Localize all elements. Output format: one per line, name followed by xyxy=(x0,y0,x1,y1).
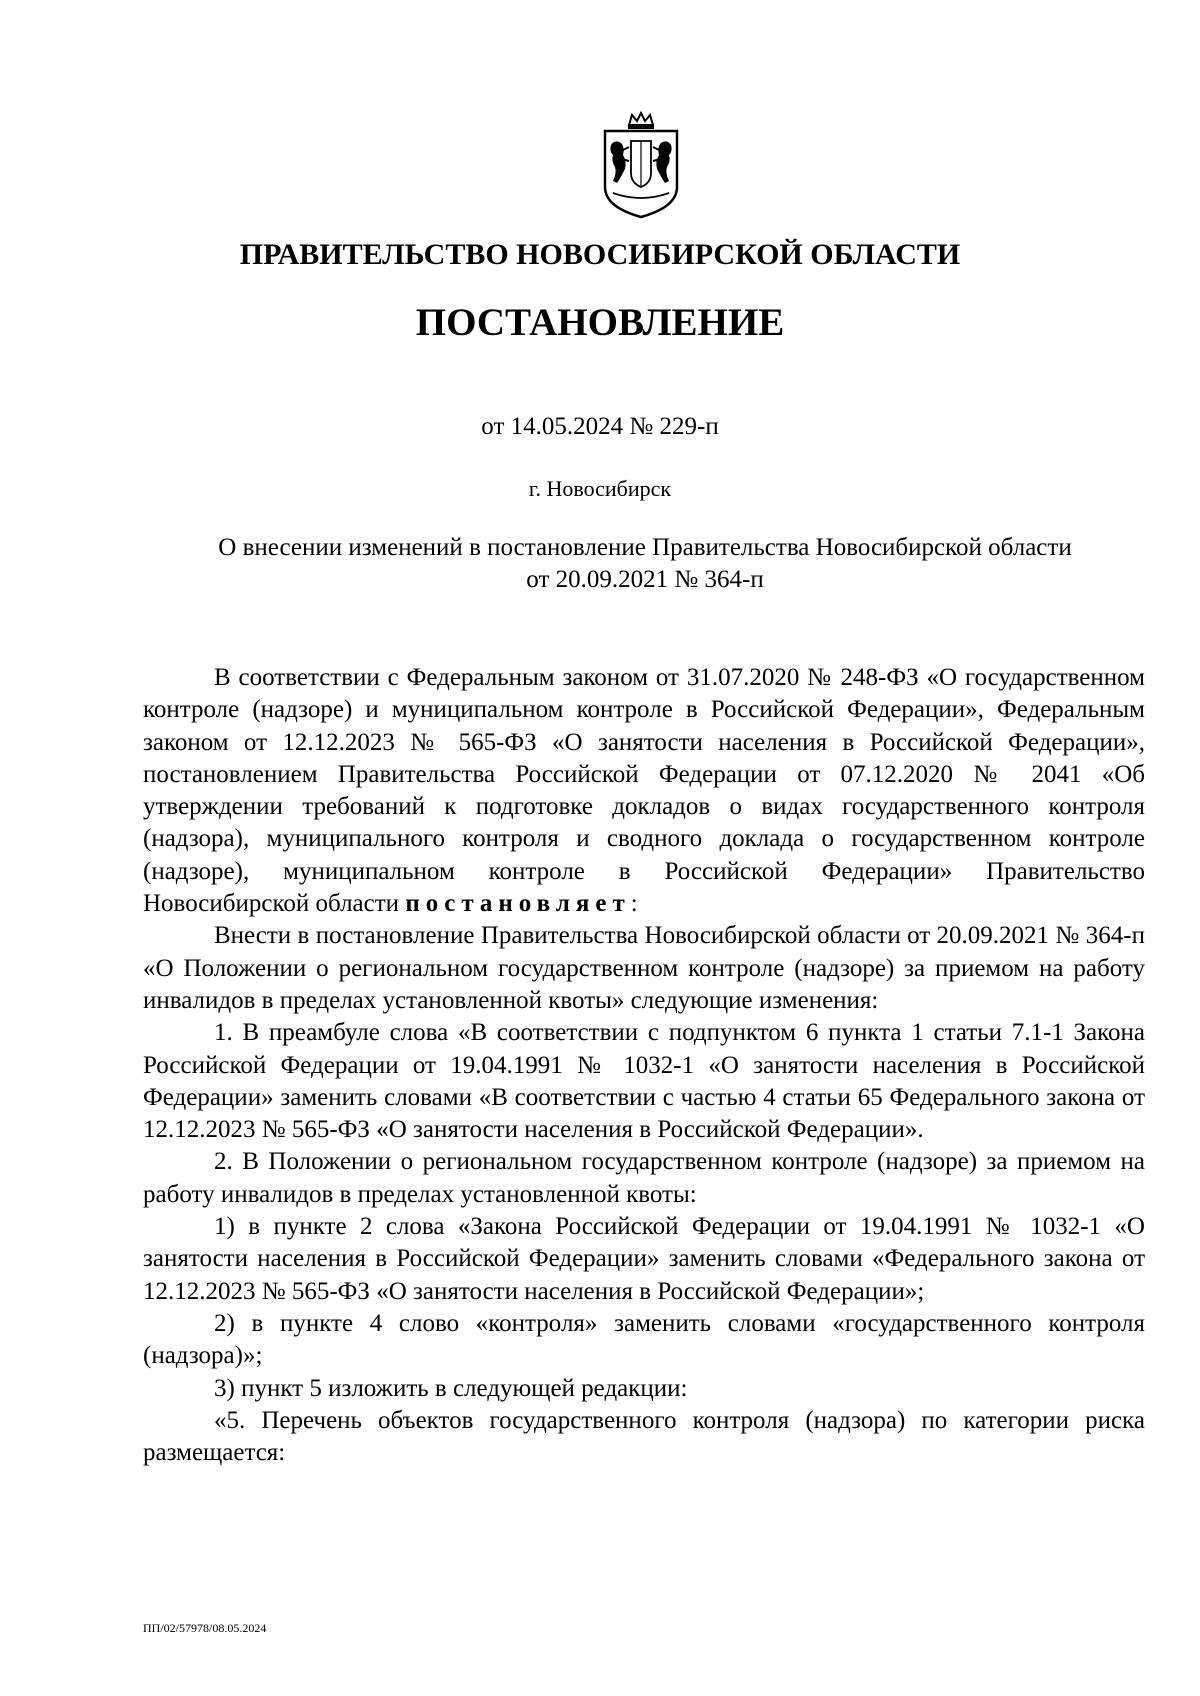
body-paragraph: 2. В Положении о региональном государственном контроле (надзоре) за приемом на работу инвалидов в пределах установленной квоты: xyxy=(143,1148,1145,1208)
body-paragraph: 1) в пункте 2 слова «Закона Российской Федерации от 19.04.1991 № 1032-1 «О занятости населения в Российской Федерации» заменить словами «Федерального закона от 12.12.2023 № 565-ФЗ «О занятости населения в Российской Федерации»; xyxy=(143,1213,1145,1305)
organization-title: ПРАВИТЕЛЬСТВО НОВОСИБИРСКОЙ ОБЛАСТИ xyxy=(239,238,961,271)
preamble-text: В соответствии с Федеральным законом от 31.07.2020 № 248-ФЗ «О государственном контроле (надзоре) и муниципальном контроле в Российской Федерации», Федеральным законом от 12.12.2023 № 565-ФЗ «О занятости населения в Российской Федерации», постановлением Правительства Российской Федерации от 07.12.2020 № 2041 «Об утверждении требований к подготовке докладов о видах государственного контроля (надзора), муниципального контроля и сводного доклада о государственном контроле (надзоре), муниципальном контроле в Российской Федерации» Правительство Новосибирской области xyxy=(143,664,1145,918)
coat-of-arms-icon xyxy=(599,111,683,219)
resolves-word: постановляет xyxy=(405,890,631,918)
document-type: ПОСТАНОВЛЕНИЕ xyxy=(415,301,785,344)
preamble-paragraph xyxy=(143,662,1145,920)
date-number: от 14.05.2024 № 229-п xyxy=(481,413,719,440)
subject-line-1: О внесении изменений в постановление Правительства Новосибирской области xyxy=(218,534,1072,561)
body-paragraph: 3) пункт 5 изложить в следующей редакции: xyxy=(214,1374,688,1402)
body-paragraph: Внести в постановление Правительства Новосибирской области от 20.09.2021 № 364-п «О Положении о региональном государственном контроле (надзоре) за приемом на работу инвалидов в пределах установленной квоты» следующие изменения: xyxy=(143,922,1145,1014)
subject-line-2: от 20.09.2021 № 364-п xyxy=(526,566,764,593)
document-body xyxy=(143,662,1145,1469)
body-paragraph: 1. В преамбуле слова «В соответствии с подпунктом 6 пункта 1 статьи 7.1-1 Закона Российской Федерации от 19.04.1991 № 1032-1 «О занятости населения в Российской Федерации» заменить словами «В соответствии с частью 4 статьи 65 Федерального закона от 12.12.2023 № 565-ФЗ «О занятости населения в Российской Федерации». xyxy=(143,1019,1145,1144)
resolves-colon: : xyxy=(630,890,638,918)
city: г. Новосибирск xyxy=(528,476,672,501)
document-footer-code: ПП/02/57978/08.05.2024 xyxy=(143,1621,267,1635)
body-paragraph: 2) в пункте 4 слово «контроля» заменить словами «государственного контроля (надзора)»; xyxy=(143,1309,1145,1370)
document-subject xyxy=(120,532,1170,596)
body-paragraph: «5. Перечень объектов государственного контроля (надзора) по категории риска размещается: xyxy=(143,1406,1145,1467)
